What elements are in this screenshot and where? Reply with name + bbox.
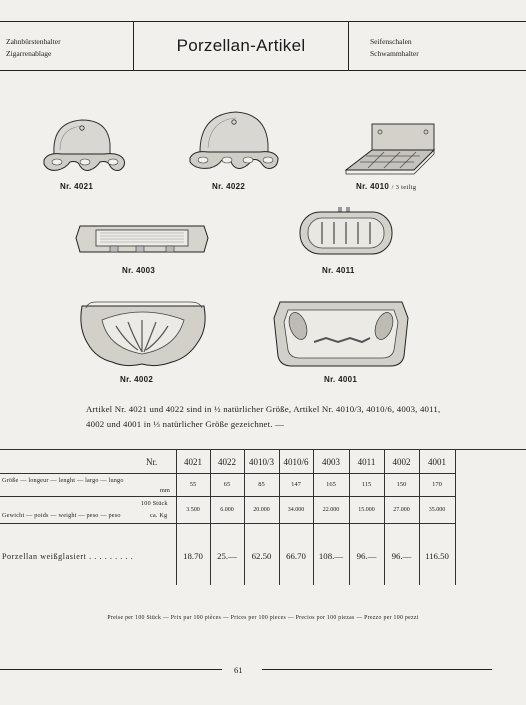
size-cell: 170	[432, 481, 442, 488]
weight-cell: 20.000	[253, 507, 270, 513]
price-cell: 18.70	[183, 551, 203, 561]
footer-rule-right	[262, 669, 492, 670]
price-cell: 25.—	[217, 551, 237, 561]
product-label-4001: Nr. 4001	[324, 375, 358, 384]
category-cigar-rest: Zigarrenablage	[6, 49, 52, 58]
header-divider-right	[348, 21, 349, 71]
column-header: 4011	[357, 457, 376, 467]
col-divider	[210, 449, 211, 585]
cigar-tray-icon	[74, 222, 210, 258]
size-cell: 55	[189, 481, 197, 488]
size-cell: 85	[258, 481, 265, 488]
nr-header-label: Nr.	[146, 457, 158, 467]
scale-description: Artikel Nr. 4021 und 4022 sind in ½ natürlicher Größe, Artikel Nr. 4010/3, 4010/6, 4003, 4011, 4002 und 4001 in ⅓ natürlicher Größe gezeichnet. —	[86, 404, 441, 429]
col-divider	[349, 449, 350, 585]
column-header: 4001	[428, 457, 446, 467]
size-cell: 115	[361, 481, 372, 488]
weight-cell: 27.000	[393, 507, 410, 513]
soap-dish-icon	[270, 298, 412, 370]
product-note-4010: / 3 teilig	[391, 184, 417, 191]
category-soap-dish: Seifenschalen	[370, 37, 412, 46]
column-header: 4021	[184, 457, 202, 467]
weight-cell: 15.000	[358, 507, 375, 513]
weight-cell: 34.000	[287, 507, 305, 513]
table-size-rule	[0, 496, 455, 497]
product-label-4021: Nr. 4021	[60, 182, 94, 191]
col-divider	[419, 449, 420, 585]
column-header: 4002	[392, 457, 411, 467]
weight-row-label: Gewicht — poids — weight — peso — peso	[2, 512, 121, 519]
weight-cell: 6.000	[220, 507, 234, 513]
toothbrush-holder-icon	[188, 108, 278, 176]
weight-cell: 35.000	[428, 507, 446, 513]
product-label-4002: Nr. 4002	[120, 375, 154, 384]
page-title: Porzellan-Artikel	[176, 36, 306, 55]
column-header: 4003	[322, 457, 340, 467]
price-cell: 96.—	[356, 551, 377, 561]
column-header: 4010/3	[248, 457, 274, 467]
table-top-rule	[0, 449, 526, 450]
product-label-4022: Nr. 4022	[212, 182, 246, 191]
col-divider	[313, 449, 314, 585]
soap-dish-icon	[298, 206, 394, 258]
col-divider	[244, 449, 245, 585]
product-label-4011: Nr. 4011	[322, 266, 355, 275]
product-label-4003: Nr. 4003	[122, 266, 156, 275]
column-header: 4010/6	[283, 457, 309, 467]
price-cell: 96.—	[391, 551, 412, 561]
size-cell: 65	[223, 481, 231, 488]
cigar-rest-icon	[342, 120, 442, 176]
price-row-label: Porzellan weißglasiert . . . . . . . . .	[2, 552, 134, 561]
size-cell: 147	[291, 481, 301, 488]
col-divider	[176, 449, 177, 585]
shell-soap-dish-icon	[76, 298, 210, 370]
price-cell: 108.—	[318, 551, 344, 561]
table-header-rule	[0, 473, 455, 474]
header-bottom-rule	[0, 70, 526, 71]
footer-rule-left	[0, 669, 222, 670]
page-number: 61	[234, 665, 243, 675]
category-toothbrush-holder: Zahnbürstenhalter	[6, 37, 61, 46]
col-divider	[455, 449, 456, 585]
size-cell: 150	[396, 481, 407, 488]
column-header: 4022	[218, 457, 236, 467]
header-left-categories	[6, 36, 61, 60]
weight-cell: 22.000	[322, 507, 340, 513]
product-number-4010: Nr. 4010	[356, 182, 390, 191]
size-cell: 165	[326, 481, 336, 488]
category-sponge-holder: Schwammhalter	[370, 49, 419, 58]
size-unit: mm	[160, 487, 171, 494]
price-cell: 62.50	[251, 551, 272, 561]
weight-quantity: 100 Stück	[141, 500, 168, 507]
weight-unit: ca. Kg	[150, 512, 168, 519]
col-divider	[279, 449, 280, 585]
product-label-4010	[356, 182, 416, 191]
size-row-label: Größe — longeur — lenght — largo — lungo	[2, 477, 124, 484]
toothbrush-holder-icon	[40, 114, 130, 176]
price-basis-note: Preise per 100 Stück — Prix par 100 pièces — Prices per 100 pieces — Precios por 100 piezas — Prezzo per 100 pezzi	[107, 615, 419, 621]
header-right-categories	[370, 36, 419, 60]
col-divider	[384, 449, 385, 585]
price-cell: 116.50	[425, 551, 449, 561]
table-weight-rule	[0, 523, 455, 524]
weight-cell: 3.500	[186, 507, 200, 513]
price-cell: 66.70	[286, 551, 306, 561]
